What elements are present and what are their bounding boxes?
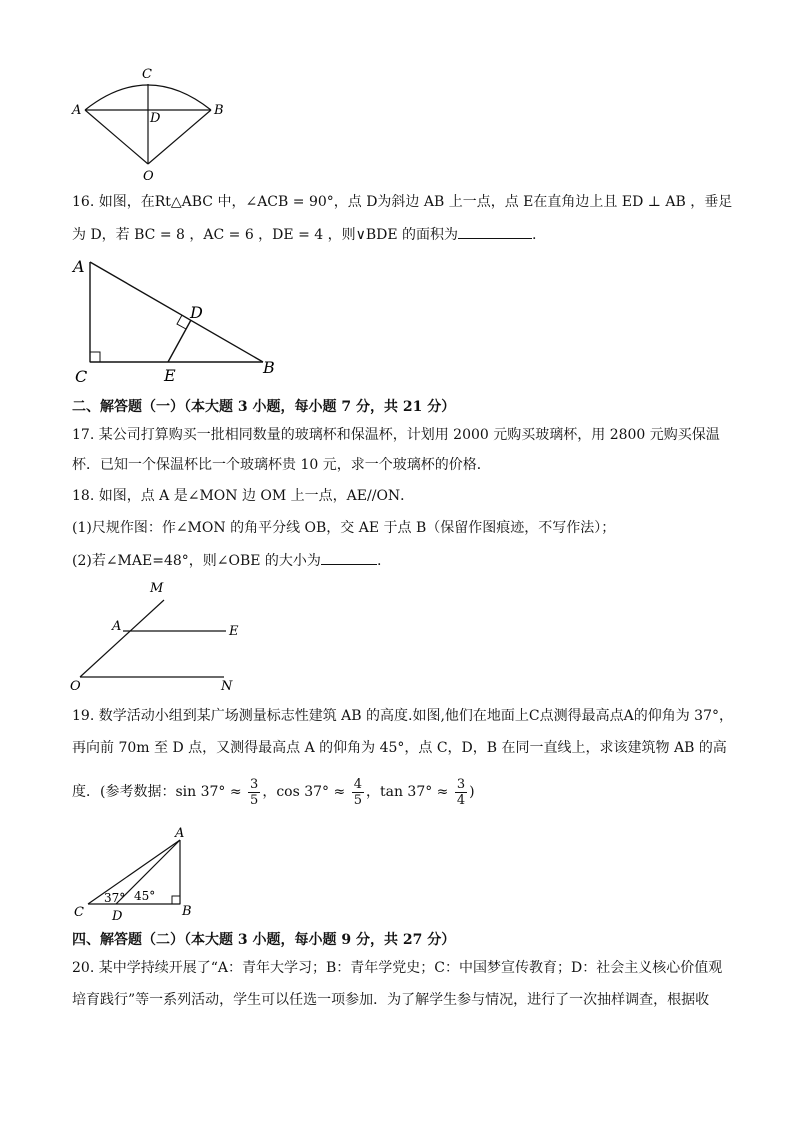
q20-line1: 20. 某中学持续开展了“A：青年大学习；B：青年学党史；C：中国梦宣传教育；D：社会主义核心价值观 [72, 960, 723, 976]
q17-line1: 17. 某公司打算购买一批相同数量的玻璃杯和保温杯，计划用 2000 元购买玻璃杯，用 2800 元购买保温 [72, 427, 720, 443]
angle-figure [66, 578, 256, 696]
right-angle-mark-C [90, 352, 100, 362]
q16-answer-blank[interactable] [458, 224, 532, 239]
label-B: B [263, 358, 275, 377]
label-D: D [150, 111, 161, 126]
q18-line2: (1)尺规作图：作∠MON 的角平分线 OB，交 AE 于点 B（保留作图痕迹，不写作法）； [72, 520, 616, 536]
label-E: E [229, 624, 239, 639]
q19-line3-end: ) [469, 784, 475, 800]
cos-numerator: 4 [353, 776, 362, 792]
sin-denominator: 5 [250, 792, 259, 808]
tan-fraction [455, 777, 467, 808]
label-B: B [182, 904, 192, 919]
label-A: A [73, 257, 85, 276]
building-figure [68, 824, 208, 924]
right-triangle-figure [70, 250, 290, 390]
tan-denominator: 4 [456, 792, 466, 808]
q16-line2-text: 为 D，若 BC = 8 ，AC = 6 ，DE = 4 ，则∨BDE 的面积为 [72, 227, 459, 243]
q18-line1: 18. 如图，点 A 是∠MON 边 OM 上一点，AE//ON． [72, 488, 415, 504]
section4-title: 四、解答题（二）（本大题 3 小题，每小题 9 分，共 27 分） [72, 932, 456, 948]
label-D: D [112, 909, 123, 924]
q19-line3 [72, 773, 475, 811]
label-E: E [164, 366, 176, 385]
label-O: O [143, 169, 154, 184]
label-C: C [75, 367, 88, 386]
q20-line2: 培育践行”等一系列活动，学生可以任选一项参加．为了解学生参与情况，进行了一次抽样调查，根据收 [72, 992, 710, 1008]
q18-answer-blank[interactable] [321, 550, 377, 565]
label-D: D [190, 303, 203, 322]
cos-denominator: 5 [353, 792, 362, 808]
q19-line2: 再向前 70m 至 D 点，又测得最高点 A 的仰角为 45°，点 C，D，B 在同一直线上，求该建筑物 AB 的高 [72, 740, 727, 756]
label-A: A [112, 619, 122, 634]
q18-line3 [72, 550, 381, 571]
ray-OM [80, 600, 164, 677]
q17-line2: 杯．已知一个保温杯比一个玻璃杯贵 10 元，求一个玻璃杯的价格． [72, 457, 491, 473]
section2-title: 二、解答题（一）（本大题 3 小题，每小题 7 分，共 21 分） [72, 399, 456, 415]
label-A: A [175, 826, 185, 841]
segment-AO [85, 110, 148, 164]
label-O: O [70, 679, 81, 694]
q19-line1: 19. 数学活动小组到某广场测量标志性建筑 AB 的高度.如图,他们在地面上C点测得最高点A的仰角为 37°， [72, 708, 733, 724]
label-M: M [150, 581, 164, 596]
sin-fraction [248, 777, 260, 808]
q18-line3-end: . [376, 553, 382, 569]
cos-fraction [352, 777, 364, 808]
label-B: B [214, 103, 224, 118]
q18-line3-text: (2)若∠MAE=48°，则∠OBE 的大小为 [72, 553, 321, 569]
q16-line2-end: . [532, 227, 537, 243]
right-angle-mark-B [172, 896, 180, 904]
q16-line2 [72, 224, 537, 245]
segment-DE [168, 320, 191, 362]
label-A: A [72, 103, 82, 118]
sector-figure [70, 60, 230, 190]
label-C: C [74, 905, 84, 920]
angle-45-label: 45° [134, 889, 156, 903]
tan-text: ，tan 37° ≈ [365, 784, 449, 800]
sin-numerator: 3 [250, 776, 259, 792]
tan-numerator: 3 [456, 776, 466, 792]
q16-line1: 16. 如图，在Rt△ABC 中，∠ACB = 90°，点 D为斜边 AB 上一点，点 E在直角边上且 ED ⊥ AB ，垂足 [72, 194, 733, 210]
label-N: N [221, 679, 233, 694]
q19-line3-prefix: 度．(参考数据：sin 37° ≈ [72, 784, 242, 800]
angle-37-label: 37° [104, 891, 126, 905]
cos-text: ，cos 37° ≈ [262, 784, 346, 800]
label-C: C [142, 67, 152, 82]
